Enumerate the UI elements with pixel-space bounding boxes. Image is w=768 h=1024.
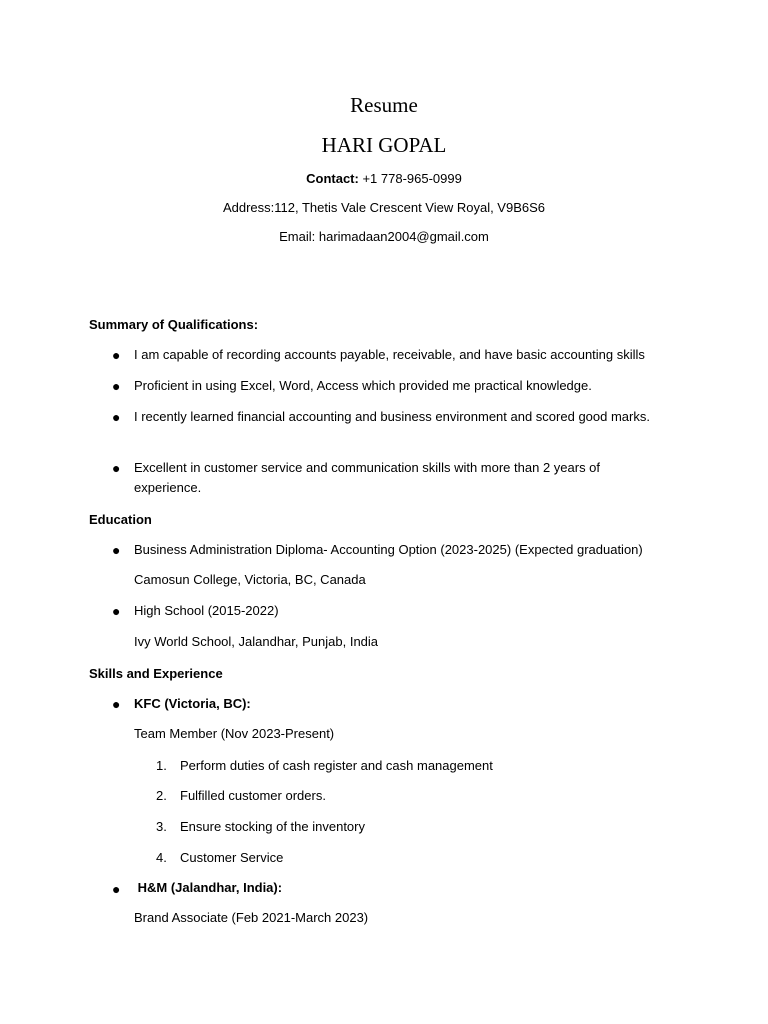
education-title: High School (2015-2022)	[134, 603, 279, 618]
contact-phone: +1 778-965-0999	[358, 171, 462, 186]
contact-label: Contact:	[306, 171, 359, 186]
duty-number: 2.	[156, 788, 167, 803]
candidate-name: HARI GOPAL	[321, 133, 447, 157]
duty-item: Customer Service	[180, 850, 284, 865]
summary-heading: Summary of Qualifications:	[89, 317, 259, 332]
summary-item: I am capable of recording accounts payable, receivable, and have basic accounting skills	[134, 347, 645, 362]
job-employer: H&M (Jalandhar, India):	[134, 880, 283, 895]
bullet-icon: ●	[112, 881, 121, 897]
duty-item: Perform duties of cash register and cash management	[180, 758, 493, 773]
experience-heading: Skills and Experience	[89, 666, 223, 681]
bullet-icon: ●	[112, 542, 121, 558]
education-detail: Camosun College, Victoria, BC, Canada	[134, 572, 366, 587]
bullet-icon: ●	[112, 409, 121, 425]
bullet-icon: ●	[112, 347, 121, 363]
bullet-icon: ●	[112, 696, 121, 712]
duty-item: Fulfilled customer orders.	[180, 788, 326, 803]
education-heading: Education	[89, 512, 152, 527]
duty-number: 3.	[156, 819, 167, 834]
summary-item: Proficient in using Excel, Word, Access which provided me practical knowledge.	[134, 378, 592, 393]
job-role: Brand Associate (Feb 2021-March 2023)	[134, 910, 369, 925]
duty-number: 1.	[156, 758, 167, 773]
bullet-icon: ●	[112, 378, 121, 394]
job-employer: KFC (Victoria, BC):	[134, 696, 251, 711]
bullet-icon: ●	[112, 460, 121, 476]
education-title: Business Administration Diploma- Accounting Option (2023-2025) (Expected graduation)	[134, 542, 643, 557]
bullet-icon: ●	[112, 603, 121, 619]
education-detail: Ivy World School, Jalandhar, Punjab, India	[134, 634, 379, 649]
document-title: Resume	[350, 93, 418, 117]
contact-line	[0, 171, 768, 187]
summary-item: I recently learned financial accounting and business environment and scored good marks.	[134, 409, 650, 424]
duty-number: 4.	[156, 850, 167, 865]
job-role: Team Member (Nov 2023-Present)	[134, 726, 335, 741]
email-line: Email: harimadaan2004@gmail.com	[279, 229, 489, 244]
summary-item: Excellent in customer service and communication skills with more than 2 years of experience.	[134, 460, 601, 495]
address-line: Address:112, Thetis Vale Crescent View Royal, V9B6S6	[222, 200, 546, 215]
duty-item: Ensure stocking of the inventory	[180, 819, 365, 834]
